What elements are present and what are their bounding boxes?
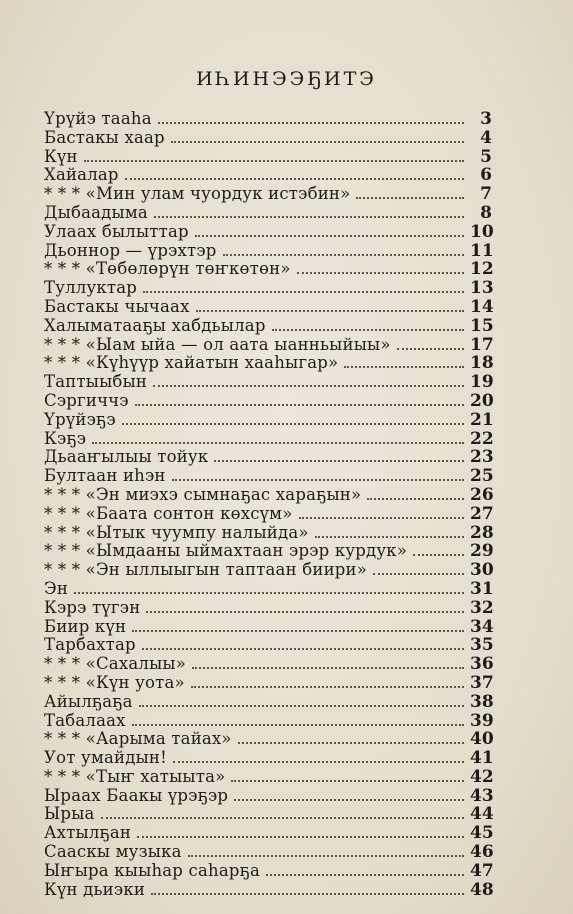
dot-leader: [92, 442, 464, 444]
dot-leader: [146, 611, 464, 613]
toc-entry: [44, 223, 492, 242]
table-of-contents: [44, 110, 492, 899]
toc-entry-page-number: 20: [470, 390, 494, 411]
toc-entry-page-number: 6: [480, 165, 492, 186]
toc-entry-page-number: 47: [470, 860, 494, 881]
dot-leader: [192, 667, 464, 669]
toc-entry-title: Айылҕаҕа: [44, 691, 133, 711]
toc-entry: [44, 693, 492, 712]
toc-entry: [44, 862, 492, 881]
toc-entry-title: Үрүйэҕэ: [44, 409, 116, 429]
toc-entry-title: Күн дьиэки: [44, 879, 146, 899]
dot-leader: [188, 855, 464, 857]
toc-entry-title: Сааскы музыка: [44, 842, 182, 862]
dot-leader: [158, 122, 464, 124]
toc-entry-title: * * * «Күн уота»: [44, 672, 185, 692]
toc-entry: [44, 618, 492, 637]
toc-entry-title: Эн: [44, 578, 69, 598]
toc-entry-title: * * * «Эн миэхэ сымнаҕас хараҕын»: [44, 484, 362, 504]
toc-entry-page-number: 41: [470, 748, 494, 769]
toc-entry-title: * * * «Ытык чуумпу налыйда»: [44, 522, 309, 542]
toc-entry-title: Ырыа: [44, 804, 95, 824]
toc-entry-title: Ахтылҕан: [44, 823, 132, 843]
toc-entry-title: * * * «Сахалыы»: [44, 654, 187, 674]
toc-entry-page-number: 36: [470, 654, 494, 675]
toc-entry-page-number: 5: [480, 146, 492, 167]
toc-entry-title: Табалаах: [44, 710, 126, 730]
toc-entry-page-number: 12: [470, 259, 494, 280]
toc-entry-title: Биир күн: [44, 616, 127, 636]
toc-entry-title: Улаах былыттар: [44, 221, 189, 241]
dot-leader: [125, 178, 464, 180]
toc-entry-title: Кэҕэ: [44, 428, 87, 448]
dot-leader: [266, 874, 464, 876]
toc-entry: [44, 354, 492, 373]
toc-entry-page-number: 28: [470, 522, 494, 543]
toc-entry: [44, 636, 492, 655]
toc-entry-title: * * * «Аарыма тайах»: [44, 729, 232, 749]
toc-entry-page-number: 32: [470, 597, 494, 618]
dot-leader: [214, 460, 464, 462]
toc-entry-page-number: 46: [470, 842, 494, 863]
toc-entry-page-number: 23: [470, 447, 494, 468]
toc-entry-title: * * * «Күһүүр хайатын хааһыгар»: [44, 353, 339, 373]
toc-entry: [44, 805, 492, 824]
toc-entry-page-number: 13: [470, 278, 494, 299]
toc-entry-page-number: 39: [470, 710, 494, 731]
toc-entry-page-number: 29: [470, 541, 494, 562]
dot-leader: [238, 742, 464, 744]
toc-entry-page-number: 21: [470, 409, 494, 430]
dot-leader: [315, 536, 464, 538]
dot-leader: [234, 799, 464, 801]
toc-entry-title: Дыбаадыма: [44, 202, 148, 222]
toc-entry-title: Бултаан иһэн: [44, 466, 166, 486]
toc-entry-page-number: 18: [470, 353, 494, 374]
dot-leader: [154, 216, 464, 218]
dot-leader: [74, 592, 464, 594]
toc-entry-title: * * * «Эн ыллыыгын таптаан биири»: [44, 560, 368, 580]
toc-entry-title: * * * «Мин улам чуордук истэбин»: [44, 184, 351, 204]
dot-leader: [223, 254, 464, 256]
toc-entry: [44, 185, 492, 204]
toc-entry-page-number: 4: [480, 127, 492, 148]
toc-entry-page-number: 8: [480, 202, 492, 223]
toc-entry-title: Дьааҥылыы тойук: [44, 447, 209, 467]
page-title: ИҺИНЭЭҔИТЭ: [196, 68, 377, 90]
toc-entry: [44, 373, 492, 392]
toc-entry: [44, 411, 492, 430]
dot-leader: [173, 761, 464, 763]
dot-leader: [122, 423, 464, 425]
toc-entry-title: Сэргиччэ: [44, 390, 129, 410]
toc-entry-title: * * * «Ыам ыйа — ол аата ыанньыйыы»: [44, 334, 391, 354]
dot-leader: [139, 705, 464, 707]
toc-entry-title: Хайалар: [44, 165, 119, 185]
dot-leader: [397, 348, 464, 350]
toc-entry-title: * * * «Төбөлөрүн төҥкөтөн»: [44, 259, 291, 279]
toc-entry: [44, 204, 492, 223]
toc-entry-page-number: 43: [470, 785, 494, 806]
dot-leader: [413, 554, 464, 556]
toc-entry: [44, 467, 492, 486]
toc-entry: [44, 655, 492, 674]
toc-entry: [44, 505, 492, 524]
toc-entry-page-number: 37: [470, 672, 494, 693]
toc-entry-page-number: 45: [470, 823, 494, 844]
toc-entry-title: Туллуктар: [44, 278, 138, 298]
dot-leader: [297, 272, 464, 274]
toc-entry: [44, 448, 492, 467]
toc-entry-page-number: 38: [470, 691, 494, 712]
toc-entry: [44, 430, 492, 449]
toc-entry: [44, 881, 492, 900]
toc-entry: [44, 712, 492, 731]
toc-entry-title: * * * «Ымдааны ыймахтаан эрэр курдук»: [44, 541, 408, 561]
toc-entry: [44, 674, 492, 693]
dot-leader: [135, 404, 464, 406]
toc-entry-title: Уот умайдын!: [44, 748, 167, 768]
toc-entry-page-number: 7: [480, 184, 492, 205]
dot-leader: [195, 235, 464, 237]
toc-entry: [44, 148, 492, 167]
dot-leader: [171, 141, 464, 143]
toc-entry-page-number: 26: [470, 484, 494, 505]
dot-leader: [299, 517, 464, 519]
toc-entry: [44, 843, 492, 862]
toc-entry-page-number: 3: [480, 109, 492, 129]
toc-entry: [44, 542, 492, 561]
toc-entry-title: Ыҥыра кыыһар саһарҕа: [44, 860, 260, 880]
dot-leader: [191, 686, 464, 688]
dot-leader: [356, 197, 464, 199]
toc-entry-page-number: 19: [470, 372, 494, 393]
toc-entry-page-number: 10: [470, 221, 494, 242]
toc-entry: [44, 599, 492, 618]
toc-entry: [44, 279, 492, 298]
dot-leader: [151, 893, 464, 895]
dot-leader: [344, 366, 464, 368]
toc-entry: [44, 260, 492, 279]
dot-leader: [101, 817, 464, 819]
toc-entry-title: Дьоннор — үрэхтэр: [44, 240, 217, 260]
dot-leader: [132, 630, 464, 632]
toc-entry-page-number: 42: [470, 766, 494, 787]
toc-entry-page-number: 17: [470, 334, 494, 355]
dot-leader: [196, 310, 464, 312]
toc-entry: [44, 580, 492, 599]
toc-entry: [44, 730, 492, 749]
toc-entry-page-number: 34: [470, 616, 494, 637]
toc-entry-page-number: 40: [470, 729, 494, 750]
dot-leader: [172, 479, 464, 481]
dot-leader: [143, 291, 464, 293]
toc-entry: [44, 524, 492, 543]
toc-entry: [44, 298, 492, 317]
dot-leader: [137, 836, 464, 838]
dot-leader: [367, 498, 464, 500]
toc-entry-page-number: 30: [470, 560, 494, 581]
toc-entry: [44, 336, 492, 355]
toc-entry: [44, 787, 492, 806]
dot-leader: [231, 780, 464, 782]
toc-entry: [44, 768, 492, 787]
toc-entry-page-number: 48: [470, 879, 494, 900]
dot-leader: [272, 329, 464, 331]
dot-leader: [142, 648, 464, 650]
toc-entry-page-number: 35: [470, 635, 494, 656]
toc-entry: [44, 749, 492, 768]
toc-entry-title: Бастакы хаар: [44, 127, 165, 147]
toc-entry-title: * * * «Тыҥ хатыыта»: [44, 766, 226, 786]
toc-entry: [44, 129, 492, 148]
toc-entry-page-number: 31: [470, 578, 494, 599]
toc-entry: [44, 110, 492, 129]
toc-entry-title: Күн: [44, 146, 78, 166]
toc-entry-title: Бастакы чычаах: [44, 296, 190, 316]
toc-entry: [44, 317, 492, 336]
toc-entry-title: Таптыыбын: [44, 372, 148, 392]
toc-entry-title: * * * «Баата сонтон көхсүм»: [44, 503, 293, 523]
dot-leader: [373, 573, 464, 575]
toc-entry-page-number: 22: [470, 428, 494, 449]
toc-entry-page-number: 15: [470, 315, 494, 336]
toc-entry-page-number: 11: [470, 240, 494, 261]
toc-entry-page-number: 14: [470, 296, 494, 317]
toc-entry-title: Үрүйэ тааһа: [44, 109, 152, 128]
toc-entry-title: Тарбахтар: [44, 635, 136, 655]
dot-leader: [84, 160, 464, 162]
dot-leader: [153, 385, 464, 387]
toc-entry-title: Кэрэ түгэн: [44, 597, 141, 617]
toc-entry: [44, 166, 492, 185]
toc-entry: [44, 824, 492, 843]
toc-entry-page-number: 44: [470, 804, 494, 825]
toc-entry-page-number: 25: [470, 466, 494, 487]
toc-entry-title: Ыраах Баакы үрэҕэр: [44, 785, 229, 805]
toc-entry-title: Халыматааҕы хабдьылар: [44, 315, 266, 335]
toc-entry: [44, 561, 492, 580]
toc-entry: [44, 392, 492, 411]
toc-entry: [44, 242, 492, 261]
toc-entry-page-number: 27: [470, 503, 494, 524]
dot-leader: [132, 724, 464, 726]
toc-entry: [44, 486, 492, 505]
